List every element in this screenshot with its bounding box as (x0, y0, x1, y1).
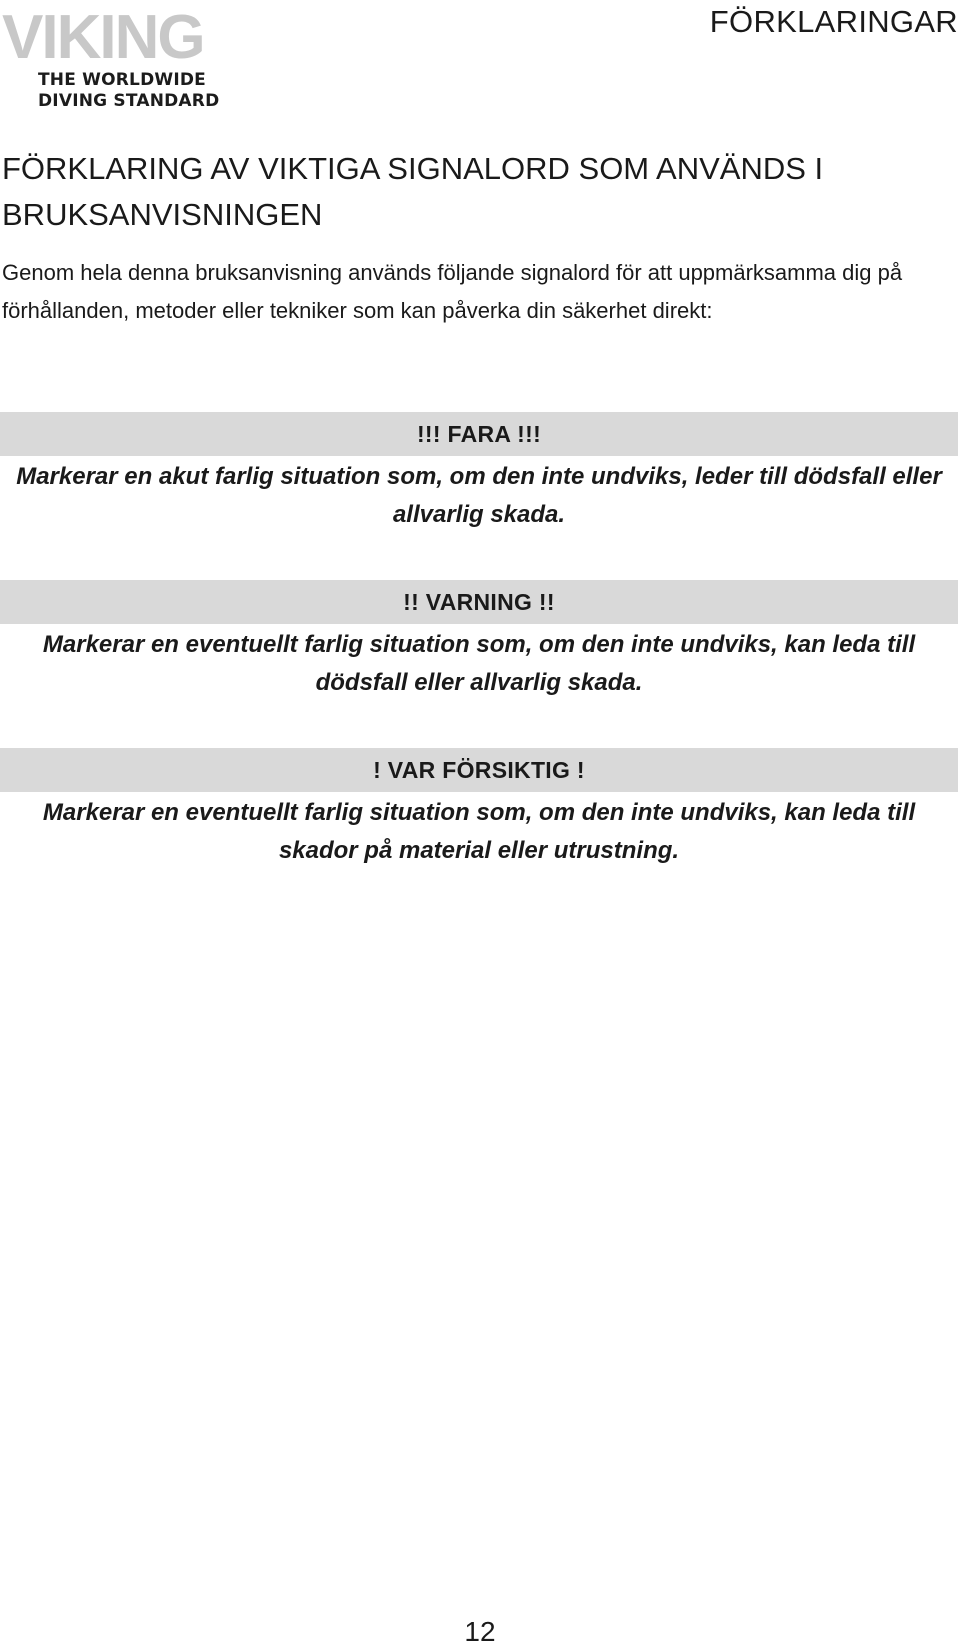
page-title: FÖRKLARING AV VIKTIGA SIGNALORD SOM ANVÄNDS I BRUKSANVISNINGEN (2, 151, 824, 232)
signal-text-varning: Markerar en eventuellt farlig situation som, om den inte undviks, kan leda till dödsfall eller allvarlig skada. (42, 631, 916, 696)
signal-varning (0, 580, 958, 702)
signal-var-forsiktig (0, 748, 958, 870)
page-number: 12 (464, 1616, 496, 1647)
viking-logo (2, 6, 252, 112)
signal-label-var-forsiktig: ! VAR FÖRSIKTIG ! (0, 748, 958, 792)
logo-tagline-line1: THE WORLDWIDE (38, 70, 206, 90)
signal-text-var-forsiktig: Markerar en eventuellt farlig situation som, om den inte undviks, kan leda till skador på material eller utrustning. (42, 799, 916, 864)
logo-tagline-line2: DIVING STANDARD (38, 91, 220, 111)
section-header: FÖRKLARINGAR (709, 4, 958, 39)
signal-text-fara: Markerar en akut farlig situation som, om den inte undviks, leder till dödsfall eller allvarlig skada. (16, 463, 942, 528)
viking-wordmark (2, 6, 252, 66)
intro-paragraph: Genom hela denna bruksanvisning används följande signalord för att uppmärksamma dig på förhållanden, metoder eller tekniker som kan påverka din säkerhet direkt: (2, 260, 903, 323)
signal-fara (0, 412, 958, 534)
signal-label-varning: !! VARNING !! (0, 580, 958, 624)
logo-tagline (38, 70, 219, 112)
signal-label-fara: !!! FARA !!! (0, 412, 958, 456)
viking-wordmark-text: VIKING (2, 6, 204, 66)
